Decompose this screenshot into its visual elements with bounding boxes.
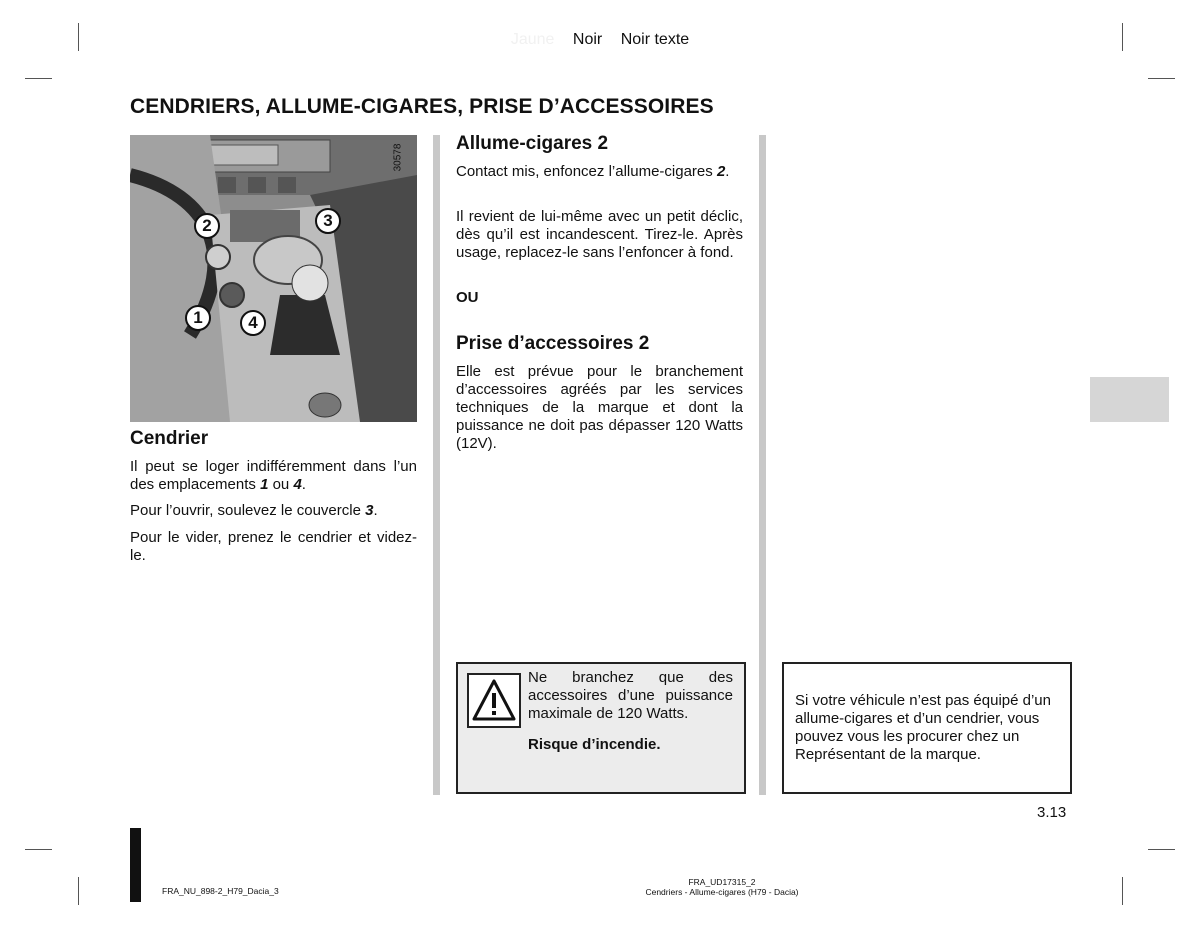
warning-box bbox=[456, 662, 746, 794]
callout-4: 4 bbox=[240, 310, 266, 336]
column-divider bbox=[433, 135, 440, 795]
cendrier-paragraph-1 bbox=[130, 458, 417, 494]
dashboard-drawing bbox=[130, 135, 417, 422]
figure-code-text: 30578 bbox=[392, 143, 404, 172]
footer-center bbox=[600, 877, 844, 897]
callout-3: 3 bbox=[315, 208, 341, 234]
color-label-noir-texte: Noir texte bbox=[620, 31, 690, 48]
prise-accessoires-paragraph: Elle est prévue pour le branchement d’accessoires agréés par les services techniques de la marque et dont la puissance ne doit pas dépasser 120 Watts (12V). bbox=[456, 363, 743, 452]
footer-left: FRA_NU_898-2_H79_Dacia_3 bbox=[162, 886, 279, 896]
cendrier-paragraph-2 bbox=[130, 502, 417, 520]
column-divider bbox=[759, 135, 766, 795]
ref-1: 1 bbox=[260, 476, 269, 493]
cendrier-p1-end: . bbox=[301, 476, 306, 493]
cendrier-p2-text: Pour l’ouvrir, soulevez le couvercle bbox=[130, 502, 366, 519]
ref-2: 2 bbox=[716, 163, 726, 180]
allume-cigares-p1-text: Contact mis, enfoncez l’allume-cigares bbox=[456, 163, 717, 180]
footer-center-line-1: FRA_UD17315_2 bbox=[688, 877, 756, 887]
note-box bbox=[782, 662, 1072, 794]
footer-center-line-2: Cendriers - Allume-cigares (H79 - Dacia) bbox=[645, 887, 799, 897]
allume-cigares-paragraph-2: Il revient de lui-même avec un petit déclic, dès qu’il est incandescent. Tirez-le. Après usage, replacez-le sans l’enfoncer à fond. bbox=[456, 208, 743, 261]
cendrier-heading: Cendrier bbox=[130, 428, 209, 449]
page-number: 3.13 bbox=[1037, 804, 1067, 821]
ou-label: OU bbox=[456, 289, 479, 306]
cendrier-p1-or: ou bbox=[268, 476, 294, 493]
cendrier-p1-text: Il peut se loger indifféremment dans l’un des emplacements bbox=[130, 458, 417, 493]
print-color-labels bbox=[0, 31, 1200, 49]
color-label-jaune: Jaune bbox=[510, 31, 555, 48]
allume-cigares-paragraph-1 bbox=[456, 163, 743, 181]
crop-mark bbox=[1148, 78, 1175, 79]
callout-1: 1 bbox=[185, 305, 211, 331]
allume-cigares-p1-end: . bbox=[725, 163, 730, 180]
dashboard-illustration bbox=[130, 135, 417, 422]
note-text: Si votre véhicule n’est pas équipé d’un allume-cigares et d’un cendrier, vous pouvez vous les procurer chez un Représentant de la marque. bbox=[795, 692, 1051, 763]
cendrier-paragraph-3: Pour le vider, prenez le cendrier et videz-le. bbox=[130, 529, 417, 564]
ref-4: 4 bbox=[293, 476, 302, 493]
ref-3: 3 bbox=[365, 502, 374, 519]
allume-cigares-heading: Allume-cigares 2 bbox=[456, 133, 609, 154]
warning-triangle-icon bbox=[467, 673, 521, 728]
section-tab bbox=[1090, 377, 1169, 422]
prise-accessoires-heading: Prise d’accessoires 2 bbox=[456, 333, 650, 354]
crop-mark bbox=[1148, 849, 1175, 850]
margin-bar bbox=[130, 828, 141, 902]
page-title: CENDRIERS, ALLUME-CIGARES, PRISE D’ACCESSOIRES bbox=[130, 95, 714, 118]
figure-code bbox=[392, 140, 412, 180]
warning-risk: Risque d’incendie. bbox=[528, 736, 661, 753]
crop-mark bbox=[78, 877, 79, 905]
crop-mark bbox=[25, 849, 52, 850]
cendrier-p2-end: . bbox=[373, 502, 378, 519]
color-label-noir: Noir bbox=[572, 31, 603, 48]
crop-mark bbox=[25, 78, 52, 79]
callout-2: 2 bbox=[194, 213, 220, 239]
crop-mark bbox=[1122, 877, 1123, 905]
warning-text: Ne branchez que des accessoires d’une puissance maximale de 120 Watts. bbox=[528, 669, 733, 722]
